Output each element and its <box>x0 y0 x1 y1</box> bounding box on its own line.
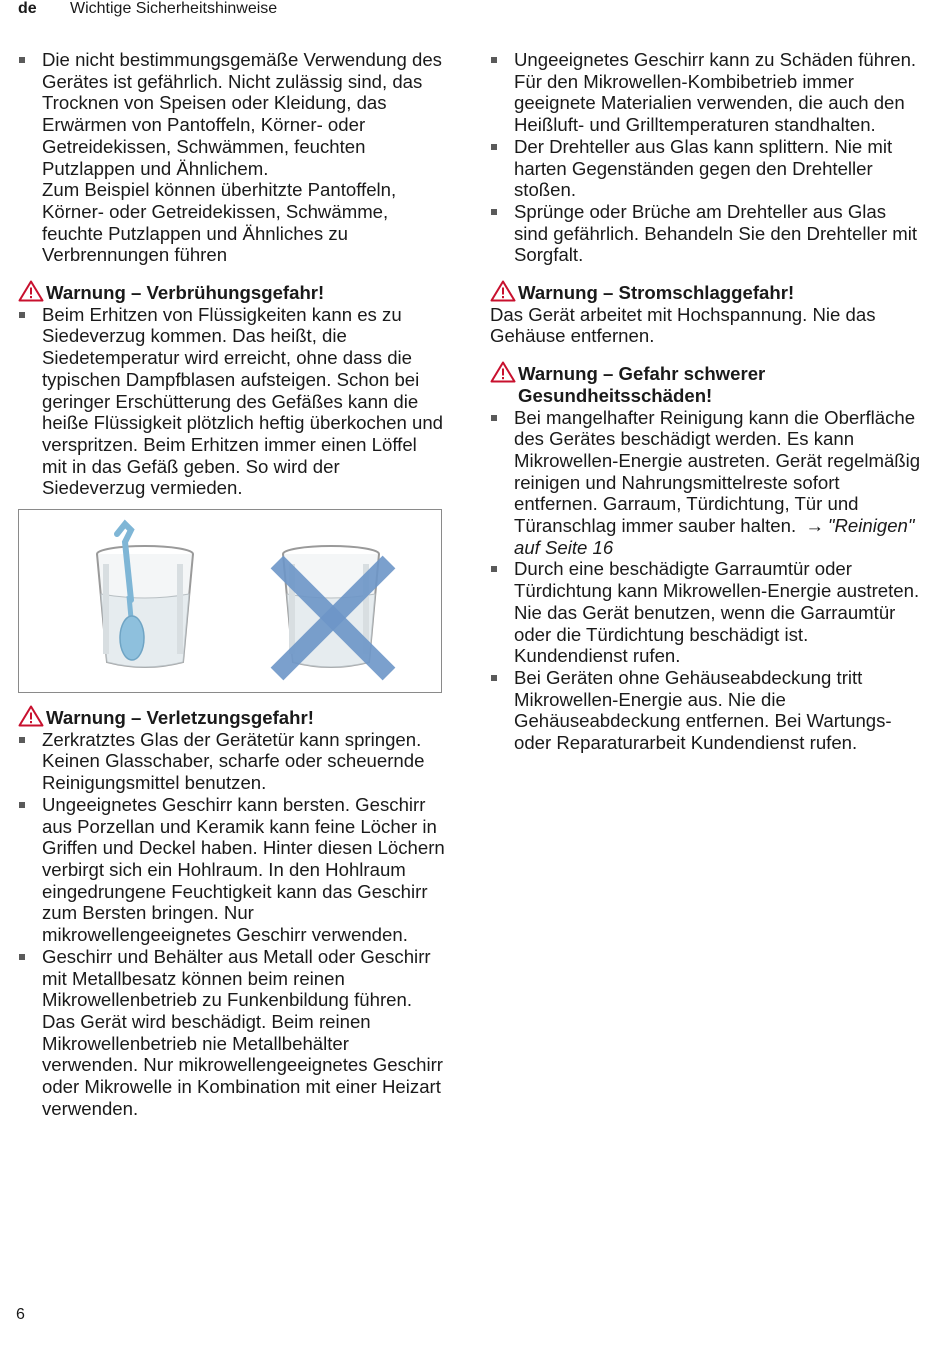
list-item <box>18 729 446 794</box>
arrow-right-icon: → <box>805 515 824 537</box>
warning-triangle-icon <box>18 280 44 302</box>
paragraph: Ungeeignetes Geschirr kann bersten. Geschirr aus Porzellan und Keramik kann feine Löcher in Griffen und Deckel haben. Hinter diesen Löchern verbirgt sich ein Hohlraum. In den Hohlraum eingedrungene Feuchtigkeit kann das Geschirr zum Bersten bringen. Nur mikrowellengeeignetes Geschirr verwenden. <box>42 793 445 946</box>
paragraph: Bei Geräten ohne Gehäuseabdeckung tritt Mikrowellen-Energie aus. Nie die Gehäuseabdeckung entfernen. Bei Wartungs- oder Reparaturarbeit Kundendienst rufen. <box>514 666 892 754</box>
list-item <box>18 49 446 266</box>
paragraph: Zerkratztes Glas der Gerätetür kann springen. Keinen Glasschaber, scharfe oder scheuernde Reinigungsmittel benutzen. <box>42 728 425 794</box>
warning-triangle-icon <box>18 705 44 727</box>
list-item <box>490 667 922 754</box>
warning-heading-text: Warnung – Verletzungsgefahr! <box>46 707 314 729</box>
warning-heading-text: Warnung – Gefahr schwerer Gesundheitsschäden! <box>518 363 766 406</box>
paragraph: Das Gerät arbeitet mit Hochspannung. Nie das Gehäuse entfernen. <box>490 303 876 347</box>
list-item <box>18 946 446 1120</box>
warning-heading-scald <box>18 282 446 304</box>
paragraph: Ungeeignetes Geschirr kann zu Schäden führen. Für den Mikrowellen-Kombibetrieb immer geeignete Materialien verwenden, die auch den Heißluft- und Grilltemperaturen standhalten. <box>514 49 917 136</box>
cross-reference-page[interactable]: auf Seite 16 <box>514 536 614 558</box>
warning-heading-shock <box>490 282 922 304</box>
section-title: Wichtige Sicherheitshinweise <box>70 0 278 17</box>
list-item <box>490 201 922 266</box>
list-item <box>490 136 922 201</box>
paragraph: Geschirr und Behälter aus Metall oder Geschirr mit Metallbesatz können beim reinen Mikrowellenbetrieb zu Funkenbildung führen. Das Gerät wird beschädigt. Beim reinen Mikrowellenbetrieb nie Metallbehälter verwenden. Nur mikrowellengeeignetes Geschirr oder Mikrowelle in Kombination mit einer Heizart verwenden. <box>42 945 443 1119</box>
paragraph: Der Drehteller aus Glas kann splittern. Nie mit harten Gegenständen gegen den Drehteller stoßen. <box>514 135 893 201</box>
warning-heading-health <box>490 363 922 406</box>
right-column <box>490 49 922 754</box>
warning-triangle-icon <box>490 361 516 383</box>
cross-reference-link[interactable]: "Reinigen" <box>827 515 915 537</box>
warning-heading-injury <box>18 707 446 729</box>
language-code: de <box>18 0 37 17</box>
list-item <box>490 49 922 136</box>
warning-heading-text: Warnung – Stromschlaggefahr! <box>518 282 795 304</box>
glass-with-spoon <box>97 524 193 667</box>
warning-heading-text: Warnung – Verbrühungsgefahr! <box>46 282 325 304</box>
paragraph: Durch eine beschädigte Garraumtür oder Türdichtung kann Mikrowellen-Energie austreten. Nie das Gerät benutzen, wenn die Garraumtür oder die Türdichtung beschädigt ist. Kundendienst rufen. <box>514 558 920 667</box>
page-number: 6 <box>16 1306 25 1323</box>
paragraph-text: Bei mangelhafter Reinigung kann die Oberfläche des Gerätes beschädigt werden. Es kann Mikrowellen-Energie austreten. Gerät regelmäßig reinigen und Nahrungsmittelreste sofort entfernen. Garraum, Türdichtung, Tür und Türanschlag immer sauber halten. <box>514 406 921 537</box>
paragraph: Die nicht bestimmungsgemäße Verwendung des Gerätes ist gefährlich. Nicht zulässig sind, das Trocknen von Speisen oder Kleidung, das Erwärmen von Pantoffeln, Körner- oder Getreidekissen, Schwämmen, feuchten Putzlappen und Ähnlichem. <box>42 49 442 179</box>
paragraph <box>514 407 922 559</box>
warning-triangle-icon <box>490 280 516 302</box>
list-item <box>18 304 446 499</box>
list-item <box>490 407 922 559</box>
paragraph: Beim Erhitzen von Flüssigkeiten kann es zu Siedeverzug kommen. Das heißt, die Siedetemperatur wird erreicht, ohne dass die typischen Dampfblasen aufsteigen. Schon bei geringer Erschütterung des Gefäßes kann die heiße Flüssigkeit plötzlich heftig überkochen und verspritzen. Beim Erhitzen immer einen Löffel mit in das Gefäß geben. So wird der Siedeverzug vermieden. <box>42 303 444 499</box>
list-item <box>18 794 446 946</box>
paragraph: Zum Beispiel können überhitzte Pantoffeln, Körner- oder Getreidekissen, Schwämme, feuchte Putzlappen und Ähnliches zu Verbrennungen führen <box>42 179 397 266</box>
spoon-in-glass-illustration <box>18 509 442 693</box>
glass-illustration <box>19 510 441 692</box>
paragraph: Sprünge oder Brüche am Drehteller aus Glas sind gefährlich. Behandeln Sie den Drehteller mit Sorgfalt. <box>514 200 918 266</box>
left-column <box>18 49 446 1119</box>
list-item <box>490 558 922 667</box>
